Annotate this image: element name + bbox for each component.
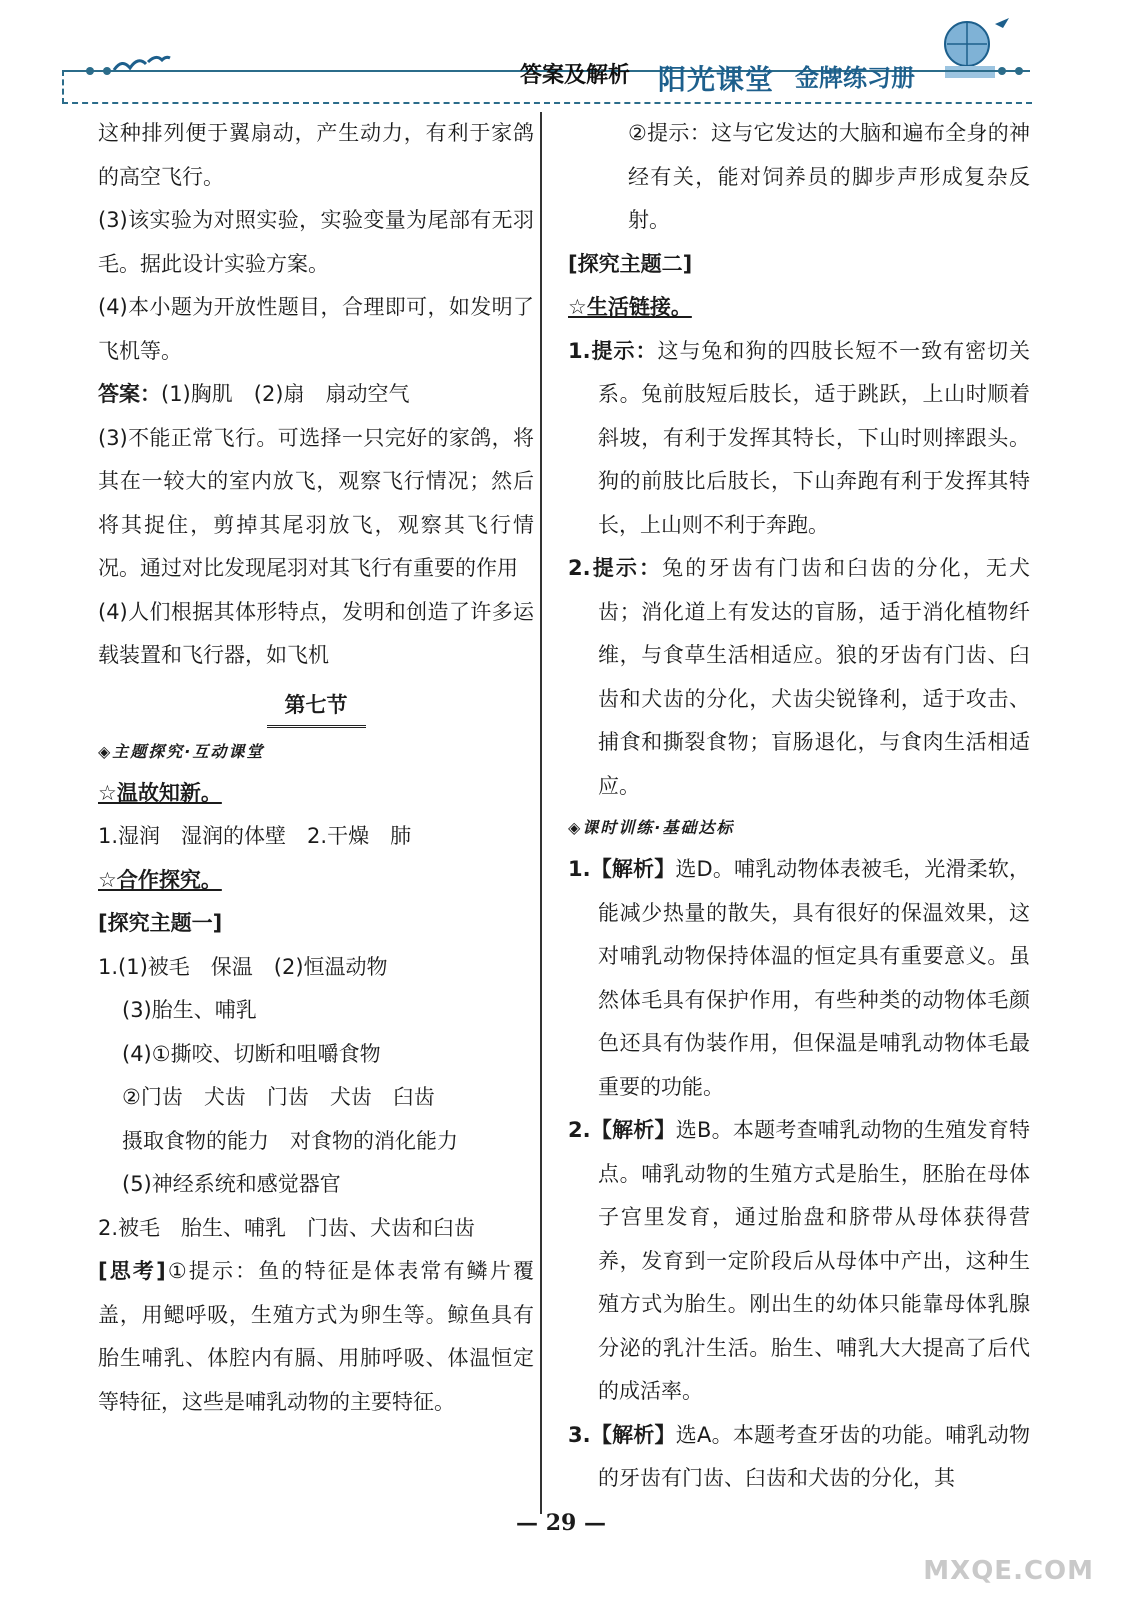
paragraph: (3)该实验为对照实验，实验变量为尾部有无羽毛。据此设计实验方案。 (98, 208, 534, 276)
page-header (0, 0, 1122, 110)
list-item: 2.【解析】选B。本题考查哺乳动物的生殖发育特点。哺乳动物的生殖方式是胎生，胚胎在母体子宫里发育，通过胎盘和脐带从母体获得营养，发育到一定阶段后从母体中产出，这种生殖方式为胎生。刚出生的幼体只能靠母体乳腺分泌的乳汁生活。胎生、哺乳大大提高了后代的成活率。 (568, 1118, 1030, 1403)
answer-label: 答案： (98, 382, 161, 406)
review-answers: 1.湿润 湿润的体壁 2.干燥 肺 (98, 824, 412, 848)
list-item: 摄取食物的能力 对食物的消化能力 (122, 1128, 458, 1153)
column-divider (540, 112, 542, 1514)
module-heading: ◈主题探究·互动课堂 (98, 741, 265, 761)
list-item: 2.被毛 胎生、哺乳 门齿、犬齿和臼齿 (98, 1215, 476, 1240)
subheading-review: ☆温故知新。 (98, 780, 222, 805)
subheading-life-link: ☆生活链接。 (568, 295, 692, 319)
module-heading: ◈课时训练·基础达标 (568, 818, 735, 837)
page-number: — 29 — (516, 1510, 606, 1536)
list-item: (3)胎生、哺乳 (122, 998, 257, 1022)
think-label: [思考] (98, 1259, 166, 1283)
think-text: ①提示：鱼的特征是体表常有鳞片覆盖，用鳃呼吸，生殖方式为卵生等。鲸鱼具有胎生哺乳、体腔内有膈、用肺呼吸、体温恒定等特征，这些是哺乳动物的主要特征。 (98, 1259, 534, 1414)
list-item: (5)神经系统和感觉器官 (122, 1172, 341, 1196)
left-column (98, 112, 534, 1424)
paragraph: 这种排列便于翼扇动，产生动力，有利于家鸽的高空飞行。 (98, 121, 534, 189)
site-watermark: MXQE.COM (923, 1556, 1094, 1586)
list-item: ②门齿 犬齿 门齿 犬齿 臼齿 (122, 1085, 435, 1109)
paragraph: (4)本小题为开放性题目，合理即可，如发明了飞机等。 (98, 295, 534, 363)
answer-text: (3)不能正常飞行。可选择一只完好的家鸽，将其在一较大的室内放飞，观察飞行情况；然后将其捉住，剪掉其尾羽放飞，观察其飞行情况。通过对比发现尾羽对其飞行有重要的作用 (98, 425, 534, 580)
paragraph: ②提示：这与它发达的大脑和遍布全身的神经有关，能对饲养员的脚步声形成复杂反射。 (628, 121, 1030, 232)
list-item: (4)①撕咬、切断和咀嚼食物 (122, 1041, 381, 1066)
answer-text: (1)胸肌 (2)扇 扇动空气 (161, 382, 410, 406)
header-answer-label: 答案及解析 (520, 63, 631, 88)
list-item: 3.【解析】选A。本题考查牙齿的功能。哺乳动物的牙齿有门齿、臼齿和犬齿的分化，其 (568, 1422, 1030, 1490)
list-item: 2.提示：兔的牙齿有门齿和臼齿的分化，无犬齿；消化道上有发达的盲肠，适于消化植物纤维，与食草生活相适应。狼的牙齿有门齿、臼齿和犬齿的分化，犬齿尖锐锋利，适于攻击、捕食和撕裂食物；盲肠退化，与食肉生活相适应。 (568, 556, 1031, 798)
think-paragraph (98, 1250, 534, 1424)
topic-heading-2: [探究主题二] (568, 251, 693, 276)
list-item: 1.【解析】选D。哺乳动物体表被毛，光滑柔软，能减少热量的散失，具有很好的保温效果，这对哺乳动物保持体温的恒定具有重要意义。虽然体毛具有保护作用，有些种类的动物体毛颜色还具有伪装作用，但保温是哺乳动物体毛最重要的功能。 (568, 857, 1030, 1099)
header-series-title: 阳光课堂 (658, 63, 775, 96)
list-item: 1.(1)被毛 保温 (2)恒温动物 (98, 954, 388, 979)
list-item: 1.提示：这与兔和狗的四肢长短不一致有密切关系。兔前肢短后肢长，适于跳跃，上山时顺着斜坡，有利于发挥其特长，下山时则摔跟头。狗的前肢比后肢长，下山奔跑有利于发挥其特长，上山则不利于奔跑。 (568, 338, 1031, 537)
subheading-cooperative: ☆合作探究。 (98, 867, 222, 892)
answer-line (98, 373, 534, 417)
right-column (568, 112, 1031, 1501)
header-book-title: 金牌练习册 (795, 63, 915, 92)
answer-text: (4)人们根据其体形特点，发明和创造了许多运载装置和飞行器，如飞机 (98, 599, 534, 667)
topic-heading-1: [探究主题一] (98, 911, 223, 935)
section-title: 第七节 (98, 684, 534, 728)
